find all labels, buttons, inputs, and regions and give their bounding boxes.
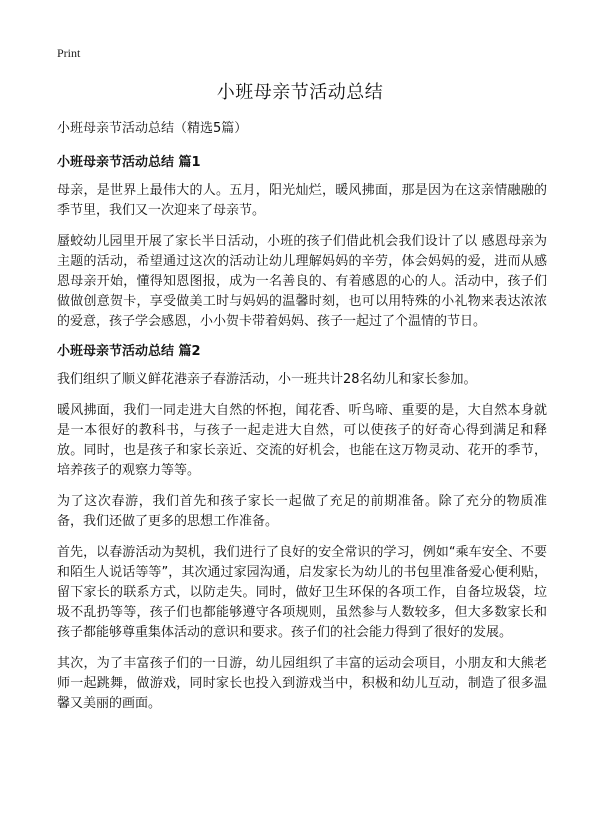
paragraph: 首先，以春游活动为契机，我们进行了良好的安全常识的学习，例如“乘车安全、不要和陌生人说话等等”，其次通过家园沟通，启发家长为幼儿的书包里准备爱心便利贴，留下家长的联系方式，以防走失。同时，做好卫生环保的各项工作，自备垃圾袋，垃圾不乱扔等等，孩子们也都能够遵守各项规则，虽然参与人数较多，但大多数家长和孩子都能够尊重集体活动的意识和要求。孩子们的社会能力得到了很好的发展。 <box>57 545 547 640</box>
paragraph: 暖风拂面，我们一同走进大自然的怀抱，闻花香、听鸟啼、重要的是，大自然本身就是一本很好的教科书，与孩子一起走进大自然，可以使孩子的好奇心得到满足和释放。同时，也是孩子和家长亲近、交流的好机会，也能在这万物灵动、花开的季节，培养孩子的观察力等等。 <box>57 403 547 478</box>
section-heading-1: 小班母亲节活动总结 篇1 <box>57 155 201 170</box>
print-link[interactable]: Print <box>57 46 81 60</box>
paragraph: 其次，为了丰富孩子们的一日游，幼儿园组织了丰富的运动会项目，小朋友和大熊老师一起跳舞，做游戏，同时家长也投入到游戏当中，积极和幼儿互动，制造了很多温馨又美丽的画面。 <box>57 656 547 711</box>
paragraph: 为了这次春游，我们首先和孩子家长一起做了充足的前期准备。除了充分的物质准备，我们还做了更多的思想工作准备。 <box>57 494 547 529</box>
document-subtitle: 小班母亲节活动总结（精选5篇） <box>57 121 248 136</box>
paragraph: 母亲，是世界上最伟大的人。五月，阳光灿烂，暖风拂面，那是因为在这亲情融融的季节里，我们又一次迎来了母亲节。 <box>57 183 547 218</box>
section-heading-2: 小班母亲节活动总结 篇2 <box>57 344 201 359</box>
paragraph: 我们组织了顺义鲜花港亲子春游活动，小一班共计28名幼儿和家长参加。 <box>57 372 477 387</box>
page-title: 小班母亲节活动总结 <box>216 82 384 103</box>
paragraph: 蜃蛟幼儿园里开展了家长半日活动，小班的孩子们借此机会我们设计了以 感恩母亲为主题的活动，希望通过这次的活动让幼儿理解妈妈的辛劳，体会妈妈的爱，进而从感恩母亲开始，懂得知恩图报，成为一名善良的、有着感恩的心的人。活动中，孩子们做做创意贺卡，享受做美工时与妈妈的温馨时刻，也可以用特殊的小礼物来表达浓浓的爱意，孩子学会感恩，小小贺卡带着妈妈、孩子一起过了个温情的节日。 <box>57 234 547 329</box>
document-body <box>57 120 547 725</box>
